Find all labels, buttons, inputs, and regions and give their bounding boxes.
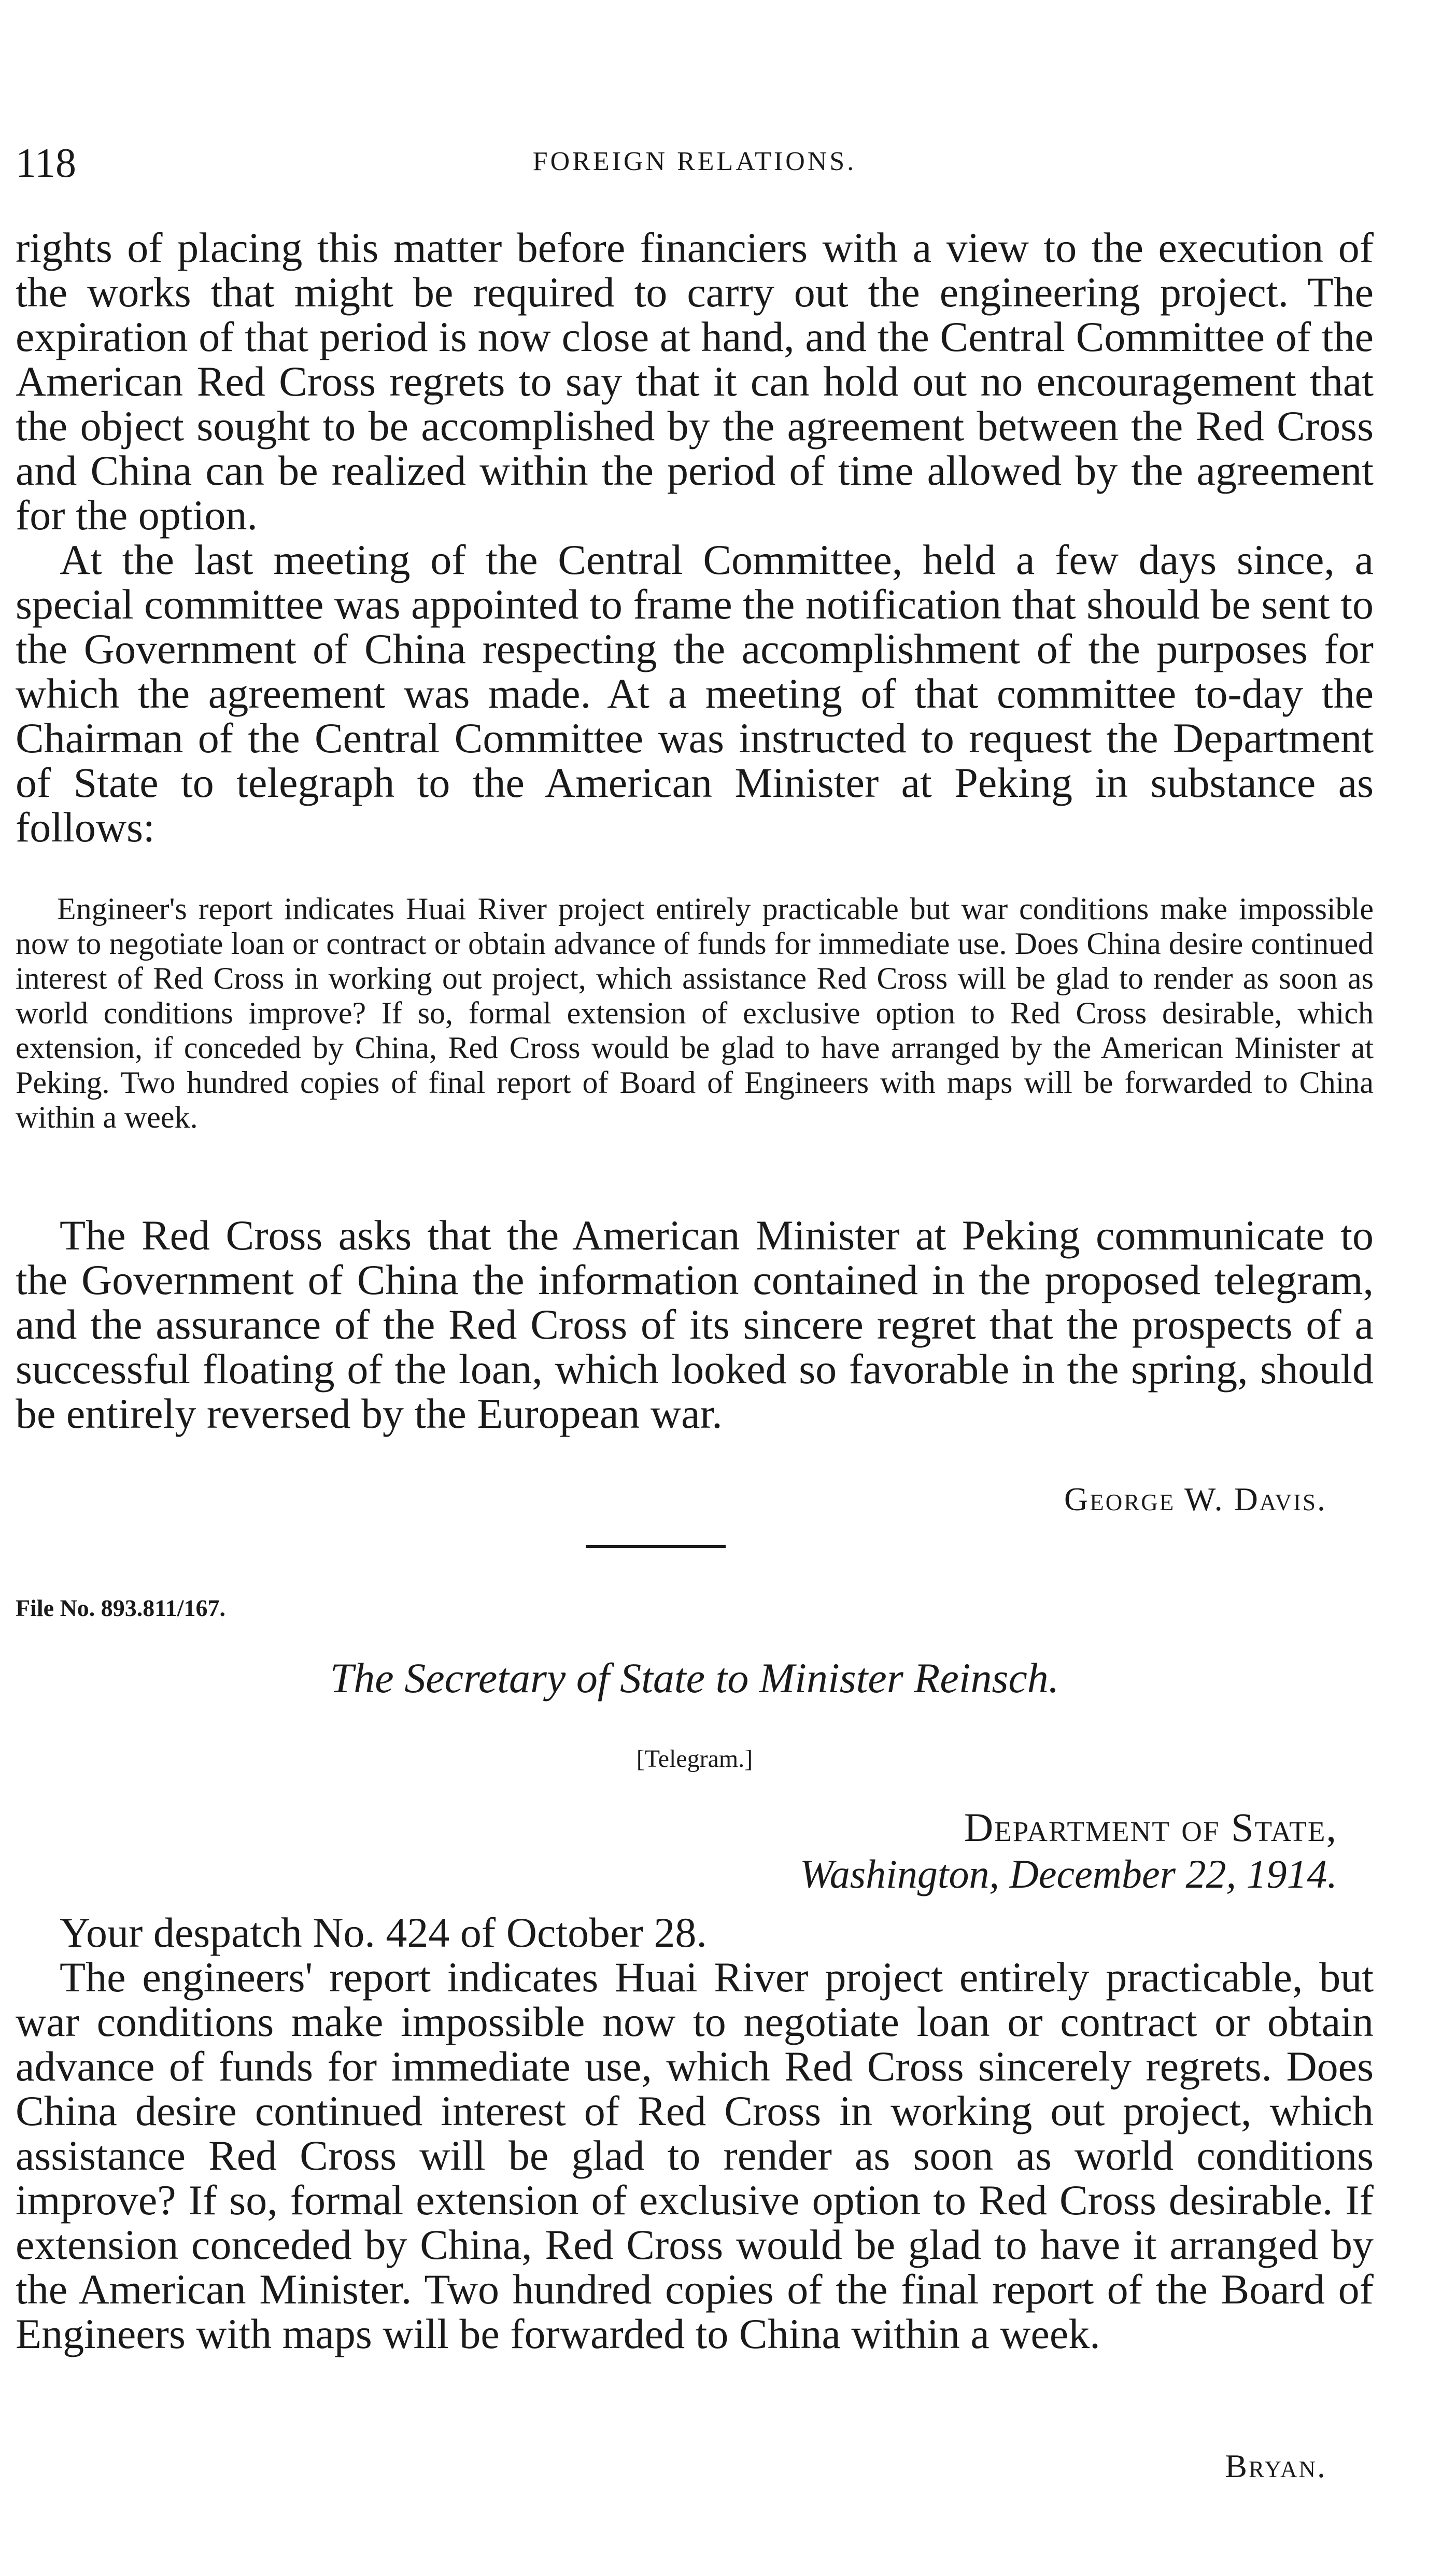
section-divider (586, 1545, 726, 1548)
telegram-paragraph-1: Your despatch No. 424 of October 28. (60, 1909, 707, 1956)
running-head: FOREIGN RELATIONS. (532, 147, 857, 176)
telegram-body (16, 1910, 1374, 2356)
telegram-paragraph-2: The engineers' report indicates Huai River project entirely practicable, but war conditions make impossible now to negotiate loan or contract or obtain advance of funds for immediate use, which Red Cross sincerely regrets. Does China desire continued interest of Red Cross in working out project, which assistance Red Cross will be glad to render as soon as world conditions improve? If so, formal extension of exclusive option to Red Cross desirable. If extension conceded by China, Red Cross would be glad to have it arranged by the American Minister. Two hundred copies of the final report of the Board of Engineers with maps will be forwarded to China within a week. (16, 1953, 1374, 2357)
page-header (16, 140, 1374, 192)
quoted-telegram-block (16, 892, 1374, 1135)
signature-davis: George W. Davis. (1064, 1481, 1327, 1517)
page-number: 118 (16, 140, 77, 186)
telegram-label: [Telegram.] (636, 1745, 753, 1773)
department-line: Department of State, (964, 1805, 1337, 1850)
letter-closing (16, 1213, 1374, 1436)
file-number: File No. 893.811/167. (16, 1595, 226, 1621)
document-title: The Secretary of State to Minister Reinsch. (330, 1654, 1059, 1702)
date-line: Washington, December 22, 1914. (799, 1851, 1337, 1896)
dateline (800, 1804, 1337, 1898)
letter-paragraph-2: At the last meeting of the Central Committee, held a few days since, a special committee was appointed to frame the notification that should be sent to the Government of China respecting the accomplishment of the purposes for which the agreement was made. At a meeting of that committee to-day the Chairman of the Central Committee was instructed to request the Department of State to telegraph to the American Minister at Peking in substance as follows: (16, 536, 1374, 851)
letter-paragraph-1: rights of placing this matter before financiers with a view to the execution of the works that might be required to carry out the engineering project. The expiration of that period is now close at hand, and the Central Committee of the American Red Cross regrets to say that it can hold out no encouragement that the object sought to be accomplished by the agreement between the Red Cross and China can be realized within the period of time allowed by the agreement for the option. (16, 224, 1374, 539)
signature-bryan: Bryan. (1225, 2448, 1327, 2484)
letter-continuation (16, 226, 1374, 850)
letter-paragraph-3: The Red Cross asks that the American Minister at Peking communicate to the Government of China the information contained in the proposed telegram, and the assurance of the Red Cross of its sincere regret that the prospects of a successful floating of the loan, which looked so favorable in the spring, should be entirely reversed by the European war. (16, 1212, 1374, 1437)
quoted-telegram-text: Engineer's report indicates Huai River project entirely practicable but war conditions make impossible now to negotiate loan or contract or obtain advance of funds for immediate use. Does China desire continued interest of Red Cross in working out project, which assistance Red Cross will be glad to render as soon as world conditions improve? If so, formal extension of exclusive option to Red Cross desirable, which extension, if conceded by China, Red Cross would be glad to have arranged by the American Minister at Peking. Two hundred copies of final report of Board of Engineers with maps will be forwarded to China within a week. (16, 892, 1374, 1134)
